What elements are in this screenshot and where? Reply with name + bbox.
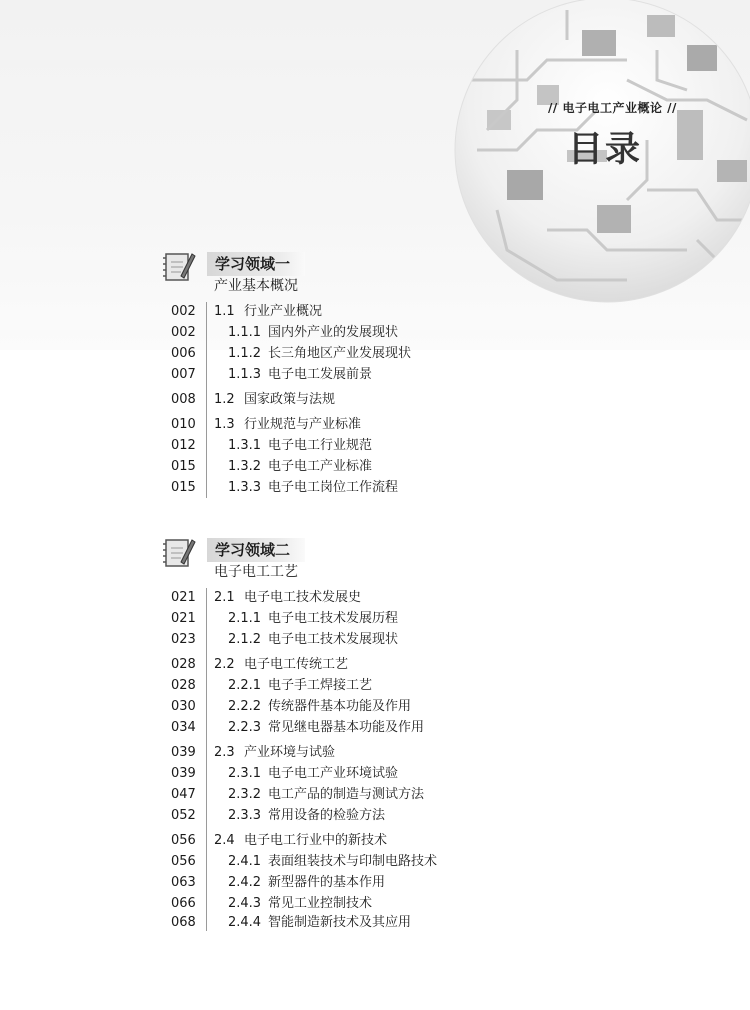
page-number: 028 bbox=[171, 678, 196, 693]
book-series-label: // 电子电工产业概论 // bbox=[548, 101, 677, 115]
section-number: 1.3.1 bbox=[228, 438, 262, 453]
section-number: 2.1.2 bbox=[228, 632, 262, 647]
section-number: 2.2 bbox=[214, 657, 235, 672]
page-number: 021 bbox=[171, 611, 196, 626]
toc-entry[interactable] bbox=[0, 913, 750, 933]
section-number: 1.1.1 bbox=[228, 325, 262, 340]
page-number: 056 bbox=[171, 854, 196, 869]
page-number: 063 bbox=[171, 875, 196, 890]
section-title: 表面组装技术与印制电路技术 bbox=[268, 854, 438, 869]
page-number: 039 bbox=[171, 766, 196, 781]
section-number: 1.3.3 bbox=[228, 480, 262, 495]
toc-entry[interactable] bbox=[0, 894, 750, 914]
section-number: 2.4.1 bbox=[228, 854, 262, 869]
section-title: 电子电工行业中的新技术 bbox=[244, 833, 388, 848]
page-number: 034 bbox=[171, 720, 196, 735]
section-title: 长三角地区产业发展现状 bbox=[268, 346, 412, 361]
toc-entry[interactable] bbox=[0, 457, 750, 477]
toc-entry[interactable] bbox=[0, 831, 750, 851]
section-title: 电子电工产业环境试验 bbox=[268, 766, 399, 781]
page-number: 012 bbox=[171, 438, 196, 453]
toc-entry[interactable] bbox=[0, 302, 750, 322]
section-number: 2.1 bbox=[214, 590, 235, 605]
toc-entry[interactable] bbox=[0, 676, 750, 696]
toc-entry[interactable] bbox=[0, 630, 750, 650]
section-number: 1.1.2 bbox=[228, 346, 262, 361]
section-number: 2.1.1 bbox=[228, 611, 262, 626]
section-title: 电子电工行业规范 bbox=[268, 438, 373, 453]
section-number: 2.2.1 bbox=[228, 678, 262, 693]
section-title: 新型器件的基本作用 bbox=[268, 875, 386, 890]
section-title: 电子电工产业标准 bbox=[268, 459, 373, 474]
domain-label: 学习领域二 bbox=[207, 538, 305, 562]
section-title: 电子电工技术发展史 bbox=[244, 590, 362, 605]
page-number: 052 bbox=[171, 808, 196, 823]
section-number: 2.4 bbox=[214, 833, 235, 848]
toc-entry[interactable] bbox=[0, 806, 750, 826]
page-number: 068 bbox=[171, 915, 196, 930]
toc-entry[interactable] bbox=[0, 415, 750, 435]
section-title: 智能制造新技术及其应用 bbox=[268, 915, 412, 930]
section-number: 2.3.1 bbox=[228, 766, 262, 781]
toc-entry[interactable] bbox=[0, 743, 750, 763]
section-title: 电子电工发展前景 bbox=[268, 367, 373, 382]
domain-label: 学习领域一 bbox=[207, 252, 305, 276]
toc-entry[interactable] bbox=[0, 344, 750, 364]
section-title: 电子电工技术发展历程 bbox=[268, 611, 399, 626]
section-title: 国家政策与法规 bbox=[244, 392, 336, 407]
section-number: 2.2.3 bbox=[228, 720, 262, 735]
page-number: 007 bbox=[171, 367, 196, 382]
section-number: 1.2 bbox=[214, 392, 235, 407]
toc-entry[interactable] bbox=[0, 785, 750, 805]
page-number: 002 bbox=[171, 304, 196, 319]
notebook-pencil-icon bbox=[163, 250, 197, 284]
page-number: 021 bbox=[171, 590, 196, 605]
section-number: 2.4.4 bbox=[228, 915, 262, 930]
toc-entry[interactable] bbox=[0, 655, 750, 675]
notebook-pencil-icon bbox=[163, 536, 197, 570]
domain-subtitle: 产业基本概况 bbox=[214, 278, 298, 294]
section-number: 1.3.2 bbox=[228, 459, 262, 474]
toc-entry[interactable] bbox=[0, 588, 750, 608]
page-number: 023 bbox=[171, 632, 196, 647]
section-title: 常用设备的检验方法 bbox=[268, 808, 386, 823]
section-number: 2.3 bbox=[214, 745, 235, 760]
section-title: 行业规范与产业标准 bbox=[244, 417, 362, 432]
page-number: 015 bbox=[171, 480, 196, 495]
toc-entry[interactable] bbox=[0, 852, 750, 872]
page-number: 047 bbox=[171, 787, 196, 802]
section-title: 常见继电器基本功能及作用 bbox=[268, 720, 425, 735]
page-number: 066 bbox=[171, 896, 196, 911]
page-number: 028 bbox=[171, 657, 196, 672]
toc-entry[interactable] bbox=[0, 478, 750, 498]
section-number: 1.1.3 bbox=[228, 367, 262, 382]
page-number: 002 bbox=[171, 325, 196, 340]
toc-entry[interactable] bbox=[0, 609, 750, 629]
toc-entry[interactable] bbox=[0, 365, 750, 385]
section-title: 电子电工传统工艺 bbox=[244, 657, 349, 672]
section-title: 常见工业控制技术 bbox=[268, 896, 373, 911]
section-title: 电子电工岗位工作流程 bbox=[268, 480, 399, 495]
toc-entry[interactable] bbox=[0, 697, 750, 717]
section-title: 行业产业概况 bbox=[244, 304, 323, 319]
page-number: 030 bbox=[171, 699, 196, 714]
page-number: 039 bbox=[171, 745, 196, 760]
section-number: 1.3 bbox=[214, 417, 235, 432]
page-number: 010 bbox=[171, 417, 196, 432]
toc-entry[interactable] bbox=[0, 323, 750, 343]
section-title: 电子电工技术发展现状 bbox=[268, 632, 399, 647]
section-number: 2.2.2 bbox=[228, 699, 262, 714]
toc-entry[interactable] bbox=[0, 436, 750, 456]
section-title: 电工产品的制造与测试方法 bbox=[268, 787, 425, 802]
toc-entry[interactable] bbox=[0, 764, 750, 784]
section-title: 电子手工焊接工艺 bbox=[268, 678, 373, 693]
toc-entry[interactable] bbox=[0, 390, 750, 410]
section-number: 2.3.3 bbox=[228, 808, 262, 823]
section-title: 产业环境与试验 bbox=[244, 745, 336, 760]
section-number: 2.3.2 bbox=[228, 787, 262, 802]
page-number: 015 bbox=[171, 459, 196, 474]
section-number: 1.1 bbox=[214, 304, 235, 319]
section-number: 2.4.2 bbox=[228, 875, 262, 890]
page-number: 008 bbox=[171, 392, 196, 407]
domain-subtitle: 电子电工工艺 bbox=[214, 564, 298, 580]
toc-entry[interactable] bbox=[0, 873, 750, 893]
section-title: 国内外产业的发展现状 bbox=[268, 325, 399, 340]
section-number: 2.4.3 bbox=[228, 896, 262, 911]
page-number: 056 bbox=[171, 833, 196, 848]
page-title: 目录 bbox=[568, 130, 643, 170]
page-number: 006 bbox=[171, 346, 196, 361]
toc-entry[interactable] bbox=[0, 718, 750, 738]
section-title: 传统器件基本功能及作用 bbox=[268, 699, 412, 714]
